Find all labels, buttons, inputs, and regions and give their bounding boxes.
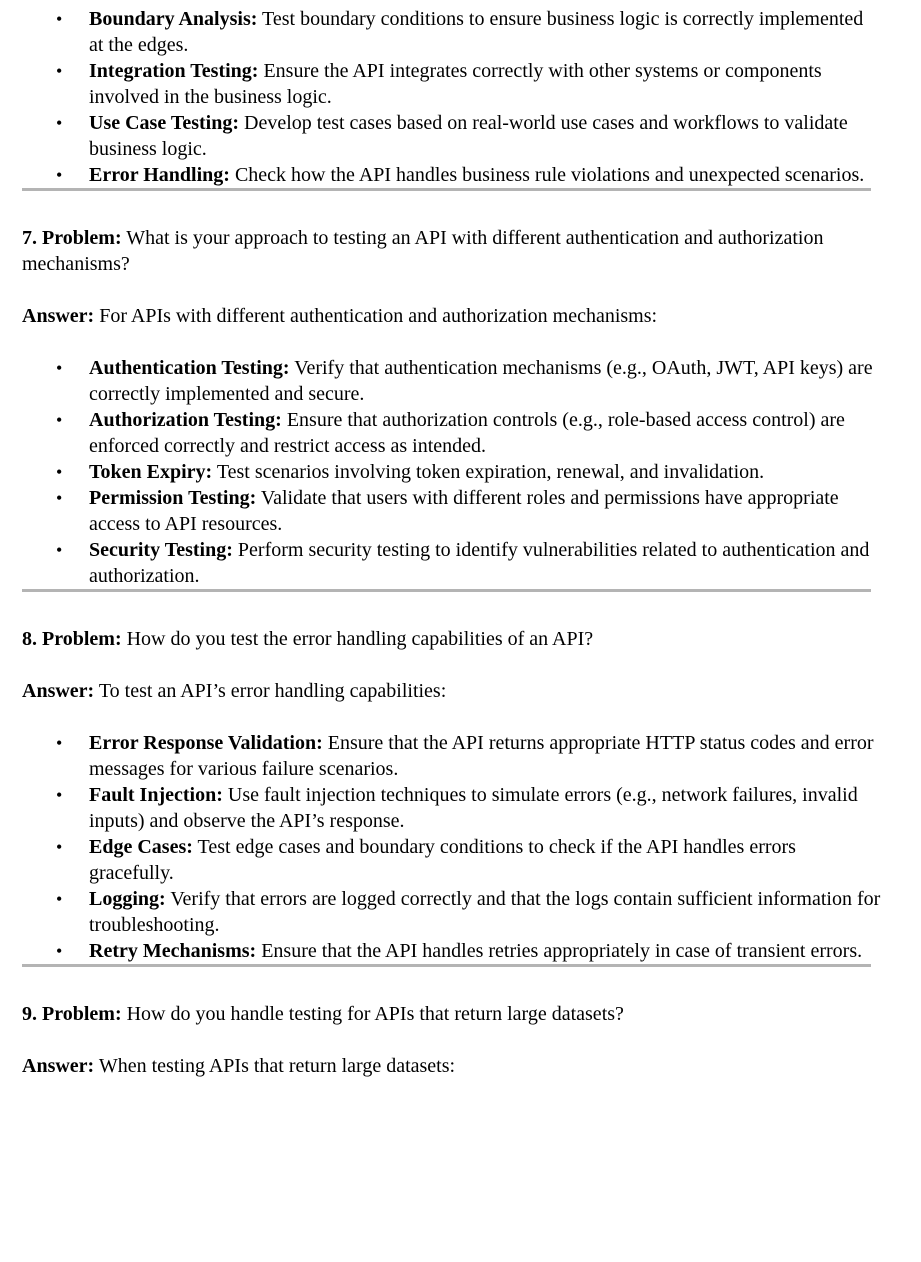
intro-bullet-list (22, 6, 881, 188)
item-term: Boundary Analysis: (89, 8, 258, 30)
section-divider (22, 188, 871, 191)
item-term: Logging: (89, 888, 166, 910)
item-text: Ensure the API integrates correctly with other systems or components involved in the business logic. (89, 60, 822, 108)
list-item (89, 537, 881, 589)
problem-label: 7. Problem: (22, 227, 122, 249)
answer-label: Answer: (22, 680, 95, 702)
answer-9 (22, 1053, 881, 1079)
item-term: Permission Testing: (89, 487, 257, 509)
problem-text: How do you test the error handling capabilities of an API? (121, 628, 594, 650)
item-text: Ensure that the API handles retries appropriately in case of transient errors. (256, 940, 863, 962)
item-term: Error Response Validation: (89, 732, 323, 754)
list-item (89, 938, 881, 964)
item-term: Token Expiry: (89, 461, 213, 483)
section-divider (22, 964, 871, 967)
problem-8 (22, 626, 881, 652)
item-term: Integration Testing: (89, 60, 259, 82)
item-text: Use fault injection techniques to simulate errors (e.g., network failures, invalid inputs) and observe the API’s response. (89, 784, 858, 832)
item-text: Verify that errors are logged correctly and that the logs contain sufficient information for troubleshooting. (89, 888, 881, 936)
item-text: Verify that authentication mechanisms (e.g., OAuth, JWT, API keys) are correctly implemented and secure. (89, 357, 873, 405)
answer-label: Answer: (22, 1055, 95, 1077)
item-text: Ensure that the API returns appropriate HTTP status codes and error messages for various failure scenarios. (89, 732, 874, 780)
answer-text: To test an API’s error handling capabilities: (94, 680, 447, 702)
problem-label: 8. Problem: (22, 628, 122, 650)
problem-text: How do you handle testing for APIs that return large datasets? (121, 1003, 624, 1025)
item-text: Test boundary conditions to ensure business logic is correctly implemented at the edges. (89, 8, 864, 56)
item-text: Check how the API handles business rule violations and unexpected scenarios. (229, 164, 865, 186)
item-text: Test edge cases and boundary conditions to check if the API handles errors gracefully. (89, 836, 796, 884)
item-term: Retry Mechanisms: (89, 940, 257, 962)
list-item (89, 459, 881, 485)
list-item (89, 730, 881, 782)
item-term: Error Handling: (89, 164, 230, 186)
item-term: Edge Cases: (89, 836, 193, 858)
list-item (89, 58, 881, 110)
problem-7 (22, 225, 881, 277)
answer-8 (22, 678, 881, 704)
answer-text: When testing APIs that return large datasets: (94, 1055, 456, 1077)
answer-7-bullet-list (22, 355, 881, 589)
item-text: Ensure that authorization controls (e.g., role-based access control) are enforced correctly and restrict access as intended. (89, 409, 845, 457)
list-item (89, 485, 881, 537)
list-item (89, 782, 881, 834)
list-item (89, 407, 881, 459)
answer-7 (22, 303, 881, 329)
item-term: Authorization Testing: (89, 409, 282, 431)
item-text: Develop test cases based on real-world use cases and workflows to validate business logic. (89, 112, 848, 160)
list-item (89, 6, 881, 58)
section-divider (22, 589, 871, 592)
item-text: Validate that users with different roles and permissions have appropriate access to API resources. (89, 487, 839, 535)
list-item (89, 834, 881, 886)
item-text: Perform security testing to identify vulnerabilities related to authentication and authorization. (89, 539, 870, 587)
item-text: Test scenarios involving token expiration, renewal, and invalidation. (212, 461, 765, 483)
item-term: Fault Injection: (89, 784, 223, 806)
list-item (89, 162, 881, 188)
problem-text: What is your approach to testing an API with different authentication and authorization mechanisms? (22, 227, 824, 275)
list-item (89, 355, 881, 407)
answer-8-bullet-list (22, 730, 881, 964)
item-term: Use Case Testing: (89, 112, 240, 134)
item-term: Security Testing: (89, 539, 233, 561)
list-item (89, 886, 881, 938)
list-item (89, 110, 881, 162)
answer-text: For APIs with different authentication and authorization mechanisms: (94, 305, 658, 327)
item-term: Authentication Testing: (89, 357, 290, 379)
problem-9 (22, 1001, 881, 1027)
answer-label: Answer: (22, 305, 95, 327)
problem-label: 9. Problem: (22, 1003, 122, 1025)
